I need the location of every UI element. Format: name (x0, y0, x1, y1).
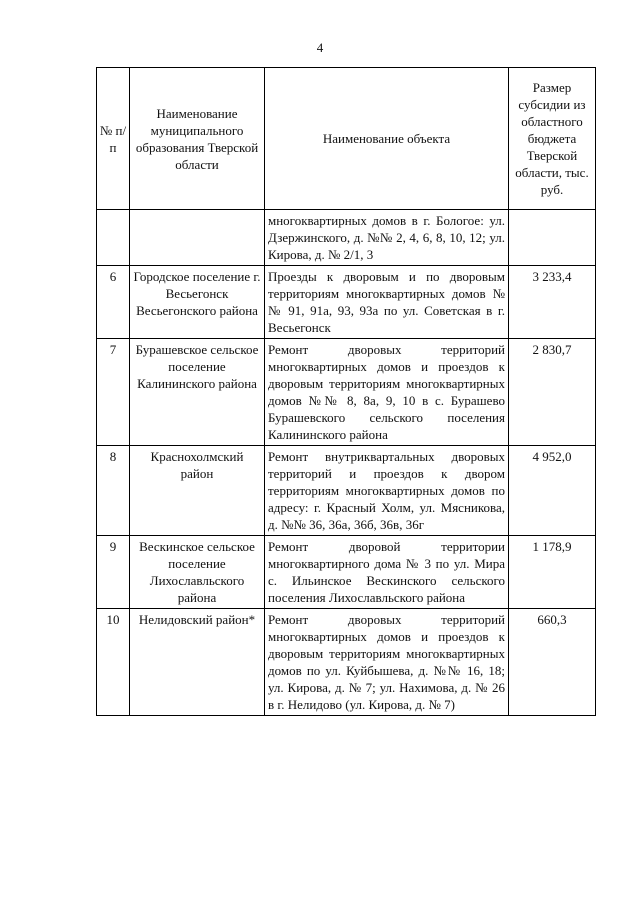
row-object: Ремонт дворовых территорий многоквартирных домов и проездов к дворовым территориям многоквартирных домов №№ 8, 8а, 9, 10 в с. Бурашево Бурашевского сельского поселения Калининского района (265, 339, 509, 446)
row-municipality (130, 210, 265, 266)
header-object: Наименование объекта (265, 68, 509, 210)
page-number: 4 (316, 40, 324, 55)
row-object: многоквартирных домов в г. Бологое: ул. Дзержинского, д. №№ 2, 4, 6, 8, 10, 12; ул. Кирова, д. № 2/1, 3 (265, 210, 509, 266)
table-row (97, 536, 596, 609)
table-row (97, 266, 596, 339)
row-amount: 4 952,0 (509, 446, 596, 536)
row-municipality: Краснохолмский район (130, 446, 265, 536)
table-row (97, 609, 596, 716)
row-number: 8 (97, 446, 130, 536)
row-amount (509, 210, 596, 266)
table-header-row (97, 68, 596, 210)
row-amount: 2 830,7 (509, 339, 596, 446)
row-object: Ремонт дворовых территорий многоквартирных домов и проездов к дворовым территориям многоквартирных домов по ул. Куйбышева, д. №№ 16, 18; ул. Кирова, д. № 7; ул. Нахимова, д. № 26 в г. Нелидово (ул. Кирова, д. № 7) (265, 609, 509, 716)
header-subsidy-amount: Размер субсидии из областного бюджета Тверской области, тыс. руб. (509, 68, 596, 210)
row-object: Ремонт внутриквартальных дворовых территорий и проездов к двором территориям многоквартирных домов по адресу: г. Красный Холм, ул. Мясникова, д. №№ 36, 36а, 36б, 36в, 36г (265, 446, 509, 536)
table-row (97, 210, 596, 266)
row-municipality: Городское поселение г. Весьегонск Весьегонского района (130, 266, 265, 339)
row-number (97, 210, 130, 266)
table-row (97, 446, 596, 536)
row-amount: 1 178,9 (509, 536, 596, 609)
row-number: 6 (97, 266, 130, 339)
row-amount: 3 233,4 (509, 266, 596, 339)
header-municipality: Наименование муниципального образования Тверской области (130, 68, 265, 210)
header-number: № п/п (97, 68, 130, 210)
row-municipality: Вескинское сельское поселение Лихославльского района (130, 536, 265, 609)
table-row (97, 339, 596, 446)
row-municipality: Нелидовский район* (130, 609, 265, 716)
row-number: 7 (97, 339, 130, 446)
row-municipality: Бурашевское сельское поселение Калининского района (130, 339, 265, 446)
row-number: 9 (97, 536, 130, 609)
subsidy-table (96, 67, 596, 716)
row-number: 10 (97, 609, 130, 716)
row-amount: 660,3 (509, 609, 596, 716)
row-object: Ремонт дворовой территории многоквартирного дома № 3 по ул. Мира с. Ильинское Вескинского сельского поселения Лихославльского района (265, 536, 509, 609)
row-object: Проезды к дворовым и по дворовым территориям многоквартирных домов №№ 91, 91а, 93, 93а по ул. Советская в г. Весьегонск (265, 266, 509, 339)
